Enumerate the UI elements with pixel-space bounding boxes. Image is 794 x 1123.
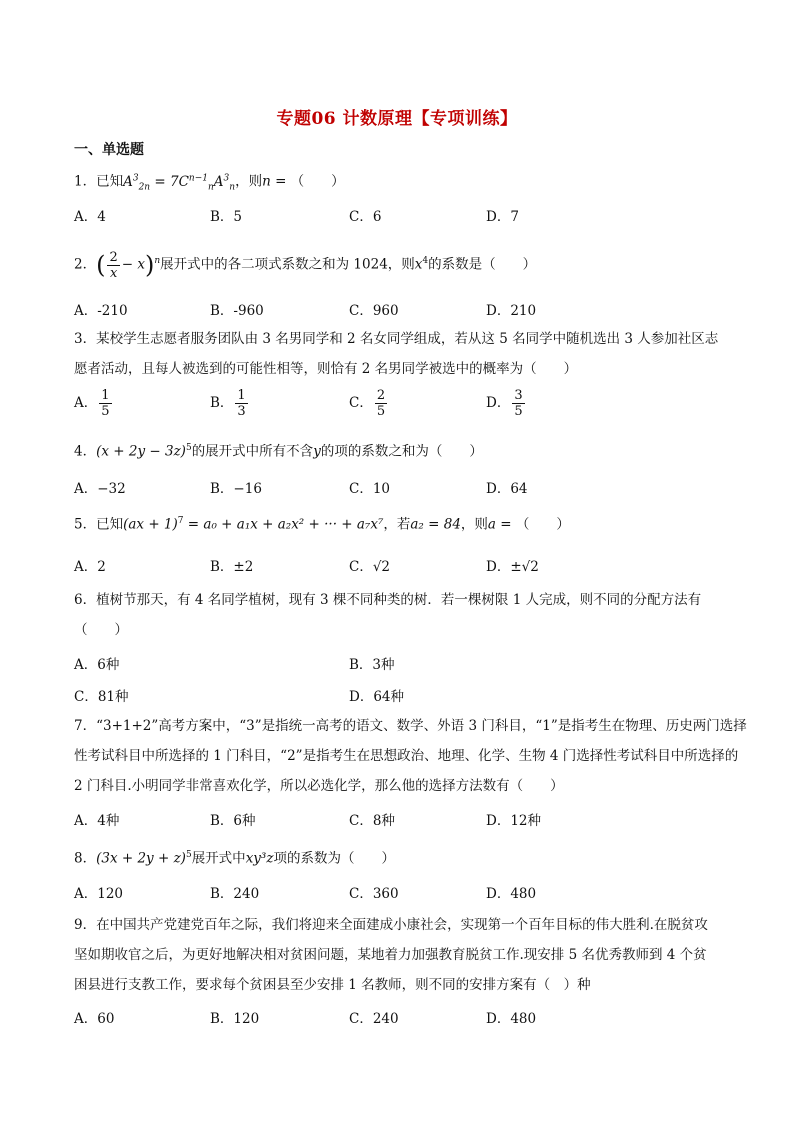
question-5-options bbox=[74, 555, 734, 579]
option-a[interactable]: A．-210 bbox=[74, 303, 128, 319]
option-c[interactable]: C．360 bbox=[349, 886, 399, 902]
section-heading: 一、单选题 bbox=[74, 142, 144, 158]
option-d[interactable]: D．480 bbox=[486, 1011, 537, 1027]
question-4: 4．$(x + 2y - 3z)^5$的展开式中所有不含y的项的系数之和为（ ） bbox=[74, 443, 483, 460]
option-d[interactable]: D．±√2 bbox=[486, 559, 539, 575]
option-b[interactable]: B．240 bbox=[210, 886, 260, 902]
option-b[interactable]: B．-960 bbox=[210, 303, 264, 319]
question-7-options bbox=[74, 809, 734, 833]
option-d[interactable]: D．7 bbox=[486, 209, 519, 225]
question-2-options bbox=[74, 299, 734, 323]
option-d[interactable]: D． $\frac{3}{5}$ bbox=[486, 388, 523, 419]
question-9-line-3: 困县进行支教工作，要求每个贫困县至少安排 1 名教师，则不同的安排方案有（ ）种 bbox=[74, 977, 591, 993]
option-b[interactable]: B．±2 bbox=[210, 559, 254, 575]
question-3-options bbox=[74, 388, 734, 428]
option-d[interactable]: D．210 bbox=[486, 303, 537, 319]
option-c[interactable]: C． $\frac{2}{5}$ bbox=[349, 388, 386, 419]
option-b[interactable]: B．5 bbox=[210, 209, 243, 225]
option-c[interactable]: C．960 bbox=[349, 303, 399, 319]
option-c[interactable]: C．10 bbox=[349, 481, 391, 497]
question-7-line-3: 2 门科目.小明同学非常喜欢化学，所以必选化学，那么他的选择方法数有（ ） bbox=[74, 778, 564, 794]
option-a[interactable]: A． $\frac{1}{5}$ bbox=[74, 388, 110, 419]
option-d[interactable]: D．64种 bbox=[349, 689, 405, 705]
option-b[interactable]: B．6种 bbox=[210, 813, 256, 829]
question-6-line-1: 6．植树节那天，有 4 名同学植树，现有 3 棵不同种类的树．若一棵树限 1 人完成，则不同的分配方法有 bbox=[74, 592, 702, 608]
option-c[interactable]: C．6 bbox=[349, 209, 382, 225]
option-a[interactable]: A．4种 bbox=[74, 813, 120, 829]
option-c[interactable]: C．√2 bbox=[349, 559, 391, 575]
option-d[interactable]: D．12种 bbox=[486, 813, 542, 829]
option-b[interactable]: B． $\frac{1}{3}$ bbox=[210, 388, 246, 419]
option-b[interactable]: B．−16 bbox=[210, 481, 262, 497]
option-a[interactable]: A．−32 bbox=[74, 481, 126, 497]
question-9-line-1: 9．在中国共产党建党百年之际，我们将迎来全面建成小康社会，实现第一个百年目标的伟大胜利.在脱贫攻 bbox=[74, 917, 708, 933]
option-a[interactable]: A．120 bbox=[74, 886, 124, 902]
option-c[interactable]: C．81种 bbox=[74, 689, 129, 705]
question-5: 5．已知(ax + 1)$^7$ = a₀ + a₁x + a₂x² + ··· + a₇x⁷，若a₂ = 84，则a = （ ） bbox=[74, 516, 570, 533]
question-4-options bbox=[74, 477, 734, 501]
option-b[interactable]: B．3种 bbox=[349, 657, 395, 673]
option-d[interactable]: D．480 bbox=[486, 886, 537, 902]
question-6-options-row-1 bbox=[74, 653, 734, 677]
question-8: 8．$(3x + 2y + z)^5$展开式中xy³z项的系数为（ ） bbox=[74, 850, 395, 867]
option-a[interactable]: A．60 bbox=[74, 1011, 115, 1027]
option-a[interactable]: A．6种 bbox=[74, 657, 120, 673]
question-9-options bbox=[74, 1007, 734, 1031]
page-title: 专题06 计数原理【专项训练】 bbox=[276, 109, 518, 129]
question-3-line-2: 愿者活动，且每人被选到的可能性相等，则恰有 2 名男同学被选中的概率为（ ） bbox=[74, 361, 578, 377]
question-9-line-2: 坚如期收官之后，为更好地解决相对贫困问题，某地着力加强教育脱贫工作.现安排 5 名优秀教师到 4 个贫 bbox=[74, 947, 707, 963]
option-b[interactable]: B．120 bbox=[210, 1011, 260, 1027]
question-1: 1．已知$A^3_{2n} = 7C^{n-1}_nA^3_n$，则n = （ ） bbox=[74, 173, 345, 193]
option-d[interactable]: D．64 bbox=[486, 481, 528, 497]
question-6-line-2: （ ） bbox=[74, 622, 128, 638]
question-6-options-row-2 bbox=[74, 685, 734, 709]
option-a[interactable]: A．4 bbox=[74, 209, 106, 225]
option-a[interactable]: A．2 bbox=[74, 559, 106, 575]
question-7-line-1: 7．“3+1+2”高考方案中，“3”是指统一高考的语文、数学、外语 3 门科目，“1”是指考生在物理、历史两门选择 bbox=[74, 718, 747, 734]
question-2: 2．( $\frac{2}{x}$ − x)$^n$展开式中的各二项式系数之和为 1024，则$x^4$的系数是（ ） bbox=[74, 249, 537, 281]
question-3-line-1: 3．某校学生志愿者服务团队由 3 名男同学和 2 名女同学组成，若从这 5 名同学中随机选出 3 人参加社区志 bbox=[74, 331, 719, 347]
question-7-line-2: 性考试科目中所选择的 1 门科目，“2”是指考生在思想政治、地理、化学、生物 4 门选择性考试科目中所选择的 bbox=[74, 748, 739, 764]
option-c[interactable]: C．240 bbox=[349, 1011, 399, 1027]
option-c[interactable]: C．8种 bbox=[349, 813, 395, 829]
question-8-options bbox=[74, 882, 734, 906]
question-1-options bbox=[74, 205, 734, 229]
